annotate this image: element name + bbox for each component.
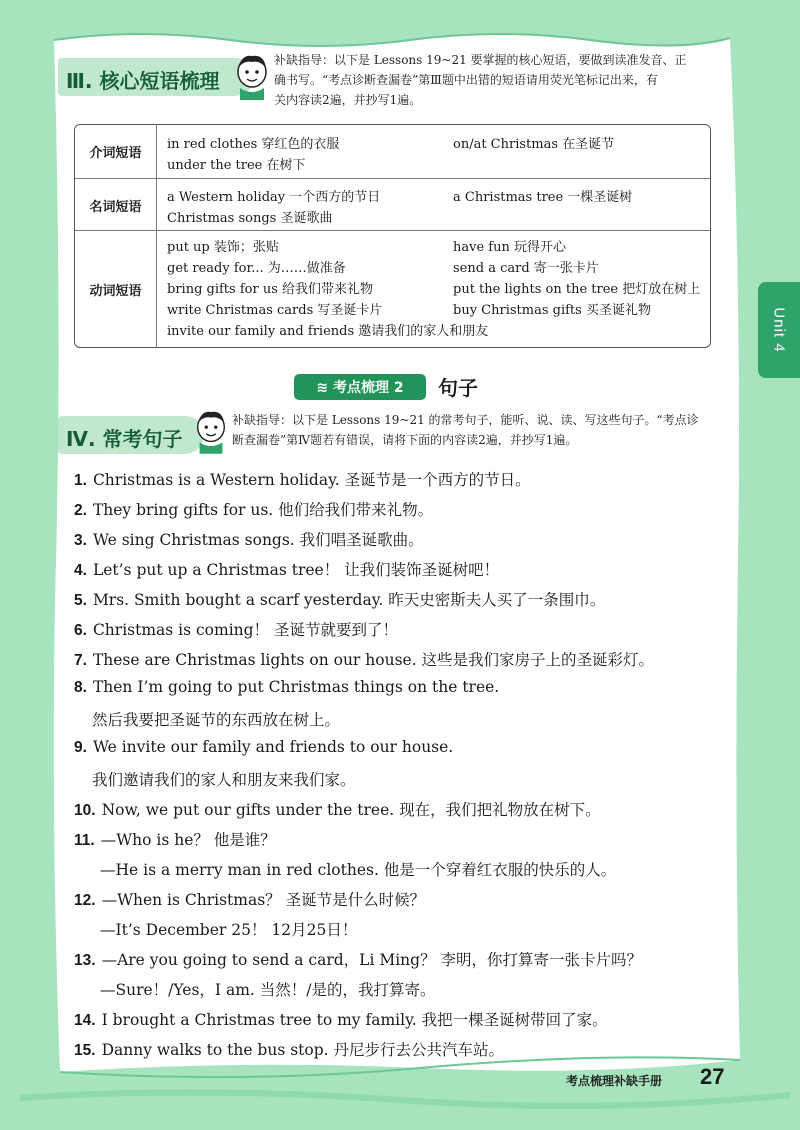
section-4-guide: 补缺指导：以下是 Lessons 19~21 的常考句子，能听、说、读、写这些句子。“考点诊 断查漏卷”第Ⅳ题若有错误，请将下面的内容读2遍，并抄写1遍。 (232, 413, 699, 447)
sentence-answer: —It’s December 25！ 12月25日！ (100, 921, 358, 939)
phrase-table (74, 124, 711, 348)
sentence-item: 1. Christmas is a Western holiday. 圣诞节是一个西方的节日。 (74, 471, 531, 489)
row-label: 名词短语 (75, 179, 157, 231)
sentence-item: 3. We sing Christmas songs. 我们唱圣诞歌曲。 (74, 531, 424, 549)
phrase-item: put the lights on the tree 把灯放在树上 (453, 282, 701, 297)
phrase-item: get ready for... 为……做准备 (167, 261, 346, 276)
sentence-translation: 我们邀请我们的家人和朋友来我们家。 (92, 771, 356, 789)
phrase-item: Christmas songs 圣诞歌曲 (167, 211, 333, 226)
table-row-verb (75, 230, 710, 348)
phrase-item: buy Christmas gifts 买圣诞礼物 (453, 303, 651, 318)
sentence-item: 10. Now, we put our gifts under the tree. 现在，我们把礼物放在树下。 (74, 801, 601, 819)
sentence-answer: —Sure！/Yes，I am. 当然！/是的，我打算寄。 (100, 981, 436, 999)
phrase-item: a Christmas tree 一棵圣诞树 (453, 190, 633, 205)
student-avatar-icon (192, 406, 230, 454)
kaodian-badge: ≋ 考点梳理 2 (294, 374, 426, 400)
phrase-item: on/at Christmas 在圣诞节 (453, 137, 615, 152)
sentence-item: 6. Christmas is coming！ 圣诞节就要到了！ (74, 621, 398, 639)
page-number: 27 (700, 1064, 725, 1089)
sentence-item: 9. We invite our family and friends to our house. (74, 738, 454, 756)
phrase-item: have fun 玩得开心 (453, 240, 566, 255)
phrase-item: in red clothes 穿红色的衣服 (167, 137, 340, 152)
section-4-title: Ⅳ. 常考句子 (66, 427, 183, 451)
sentence-item: 8. Then I’m going to put Christmas things on the tree. (74, 678, 500, 696)
sentence-item: 4. Let’s put up a Christmas tree！ 让我们装饰圣诞树吧！ (74, 561, 500, 579)
row-label: 介词短语 (75, 125, 157, 178)
kaodian-title: 句子 (438, 376, 478, 400)
sentence-item: 15. Danny walks to the bus stop. 丹尼步行去公共汽车站。 (74, 1041, 504, 1059)
phrase-item: send a card 寄一张卡片 (453, 261, 599, 276)
sentence-item: 11. —Who is he？ 他是谁？ (74, 831, 276, 849)
phrase-item: under the tree 在树下 (167, 158, 306, 173)
sentence-item: 13. —Are you going to send a card，Li Ming？ 李明，你打算寄一张卡片吗？ (74, 951, 643, 969)
sentence-item: 7. These are Christmas lights on our house. 这些是我们家房子上的圣诞彩灯。 (74, 651, 655, 669)
section-3-guide: 补缺指导：以下是 Lessons 19~21 要掌握的核心短语，要做到读准发音、正 确书写。“考点诊断查漏卷”第Ⅲ题中出错的短语请用荧光笔标记出来，有 关内容读2遍，并抄写1遍。 (274, 53, 687, 107)
sentence-translation: 然后我要把圣诞节的东西放在树上。 (92, 711, 341, 729)
phrase-item: invite our family and friends 邀请我们的家人和朋友 (167, 324, 489, 339)
unit-tab: Unit 4 (758, 282, 800, 378)
sentence-answer: —He is a merry man in red clothes. 他是一个穿着红衣服的快乐的人。 (100, 861, 617, 879)
phrase-item: a Western holiday 一个西方的节日 (167, 190, 381, 205)
student-avatar-icon (232, 50, 272, 100)
phrase-item: bring gifts for us 给我们带来礼物 (167, 282, 374, 297)
table-row-noun (75, 178, 710, 231)
sentence-item: 12. —When is Christmas？ 圣诞节是什么时候？ (74, 891, 426, 909)
sentence-item: 2. They bring gifts for us. 他们给我们带来礼物。 (74, 501, 434, 519)
section-3-title: Ⅲ. 核心短语梳理 (66, 69, 220, 93)
row-label: 动词短语 (75, 231, 157, 348)
phrase-item: write Christmas cards 写圣诞卡片 (167, 303, 383, 318)
sentence-item: 5. Mrs. Smith bought a scarf yesterday. 昨天史密斯夫人买了一条围巾。 (74, 591, 606, 609)
table-row-prepositional (75, 125, 710, 178)
sentence-item: 14. I brought a Christmas tree to my family. 我把一棵圣诞树带回了家。 (74, 1011, 608, 1029)
footer-label: 考点梳理补缺手册 (566, 1074, 663, 1088)
phrase-item: put up 装饰；张贴 (167, 240, 279, 255)
